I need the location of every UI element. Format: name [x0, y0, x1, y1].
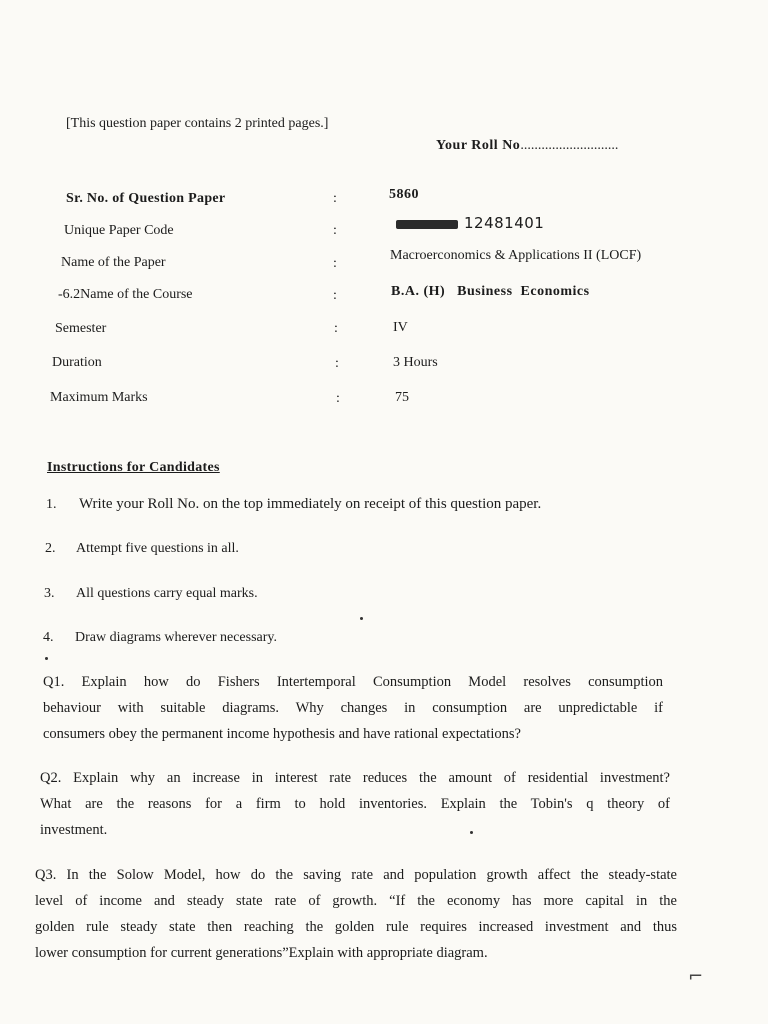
paper-code-handwritten: 12481401 — [464, 214, 545, 232]
instruction-number: 2. — [45, 541, 56, 556]
speck-mark — [360, 617, 363, 620]
question-line: Q3. In the Solow Model, how do the saving rate and population growth affect the steady-state — [35, 867, 677, 883]
detail-label-course-name: -6.2Name of the Course — [58, 287, 193, 302]
redaction-mark — [396, 220, 458, 229]
detail-colon: : — [336, 391, 340, 406]
detail-label-duration: Duration — [52, 355, 102, 370]
speck-mark — [45, 657, 48, 660]
detail-value-sr-no: 5860 — [389, 187, 419, 202]
detail-label-max-marks: Maximum Marks — [50, 390, 148, 405]
instructions-title: Instructions for Candidates — [47, 460, 220, 475]
question-line: Q2. Explain why an increase in interest rate reduces the amount of residential investment? — [40, 770, 670, 786]
detail-value-course-name: B.A. (H) Business Economics — [391, 284, 590, 299]
instruction-text: All questions carry equal marks. — [76, 586, 258, 601]
question-line: investment. — [40, 822, 108, 838]
question-2 — [40, 765, 670, 843]
detail-colon: : — [333, 256, 337, 271]
roll-number-blank: ............................ — [520, 138, 619, 153]
detail-colon: : — [335, 356, 339, 371]
detail-value-semester: IV — [393, 320, 408, 335]
instruction-text: Attempt five questions in all. — [76, 541, 239, 556]
roll-number-line — [436, 138, 618, 154]
detail-label-paper-code: Unique Paper Code — [64, 223, 174, 238]
instruction-number: 4. — [43, 630, 54, 645]
detail-label-sr-no: Sr. No. of Question Paper — [66, 191, 226, 206]
question-line: lower consumption for current generations”Explain with appropriate diagram. — [35, 945, 488, 961]
question-line: What are the reasons for a firm to hold inventories. Explain the Tobin's q theory of — [40, 796, 670, 812]
question-line: behaviour with suitable diagrams. Why changes in consumption are unpredictable if — [43, 700, 663, 716]
instruction-number: 1. — [46, 497, 57, 512]
detail-colon: : — [333, 288, 337, 303]
detail-colon: : — [333, 223, 337, 238]
question-1 — [43, 669, 663, 747]
instruction-text: Draw diagrams wherever necessary. — [75, 630, 277, 645]
question-line: level of income and steady state rate of growth. “If the economy has more capital in the — [35, 893, 677, 909]
instruction-text: Write your Roll No. on the top immediately on receipt of this question paper. — [79, 496, 542, 512]
printed-pages-note: [This question paper contains 2 printed pages.] — [66, 116, 329, 131]
instruction-number: 3. — [44, 586, 55, 601]
detail-value-duration: 3 Hours — [393, 355, 438, 370]
question-3 — [35, 862, 677, 966]
detail-value-paper-name: Macroerconomics & Applications II (LOCF) — [390, 248, 642, 263]
detail-colon: : — [334, 321, 338, 336]
detail-label-paper-name: Name of the Paper — [61, 255, 166, 270]
question-line: consumers obey the permanent income hypothesis and have rational expectations? — [43, 726, 521, 742]
speck-mark — [470, 831, 473, 834]
question-line: Q1. Explain how do Fishers Intertemporal Consumption Model resolves consumption — [43, 674, 663, 690]
detail-colon: : — [333, 191, 337, 206]
question-line: golden rule steady state then reaching the golden rule requires increased investment and thus — [35, 919, 677, 935]
roll-number-label: Your Roll No — [436, 138, 521, 153]
detail-value-paper-code — [396, 214, 544, 233]
detail-label-semester: Semester — [55, 321, 107, 336]
pen-mark-icon: ⌐ — [688, 966, 704, 987]
detail-value-max-marks: 75 — [395, 390, 409, 405]
